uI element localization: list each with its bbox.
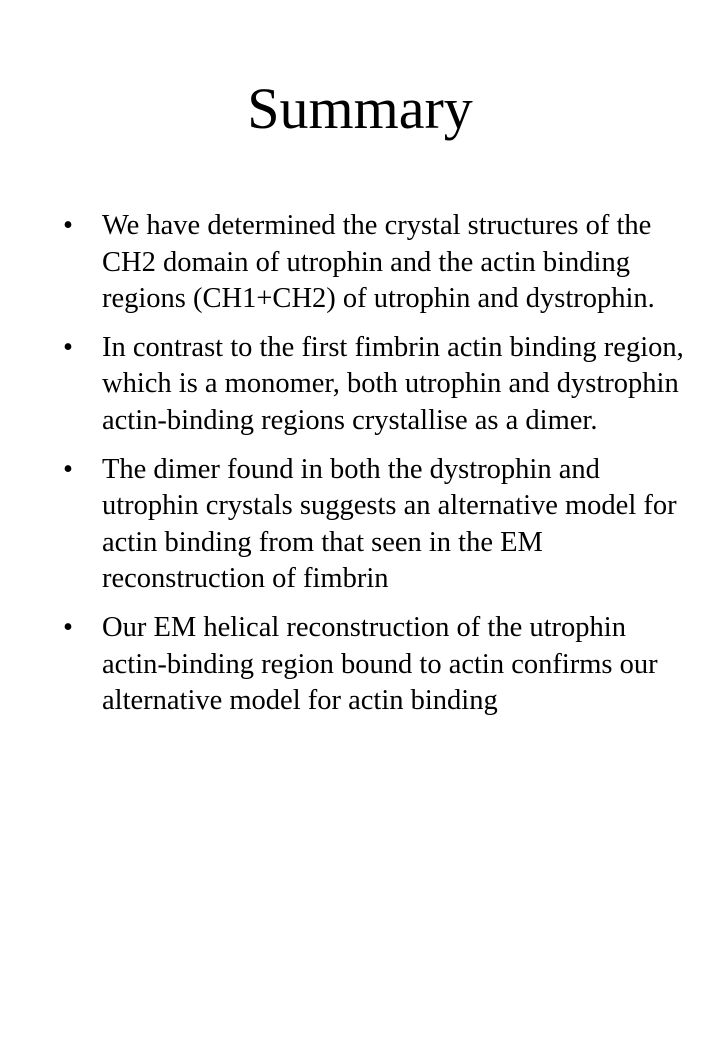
bullet-text: The dimer found in both the dystrophin and utrophin crystals suggests an alternative model for actin binding from that seen in the EM reconstruction of fimbrin xyxy=(102,453,677,595)
bullet-item xyxy=(63,452,693,598)
bullet-text: Our EM helical reconstruction of the utrophin actin-binding region bound to actin confirms our alternative model for actin binding xyxy=(102,611,658,717)
bullet-text: In contrast to the first fimbrin actin binding region, which is a monomer, both utrophin and dystrophin actin-binding regions crystallise as a dimer. xyxy=(102,331,684,436)
bullet-item xyxy=(63,330,693,440)
bullet-item xyxy=(63,208,693,318)
bullet-text: We have determined the crystal structures of the CH2 domain of utrophin and the actin binding regions (CH1+CH2) of utrophin and dystrophin. xyxy=(102,210,655,315)
bullet-icon: • xyxy=(63,210,73,241)
slide-title: Summary xyxy=(247,76,473,141)
bullet-item xyxy=(63,610,693,720)
bullet-icon: • xyxy=(63,331,73,363)
bullet-list xyxy=(63,208,693,732)
bullet-icon: • xyxy=(63,453,73,485)
bullet-icon: • xyxy=(63,611,73,643)
